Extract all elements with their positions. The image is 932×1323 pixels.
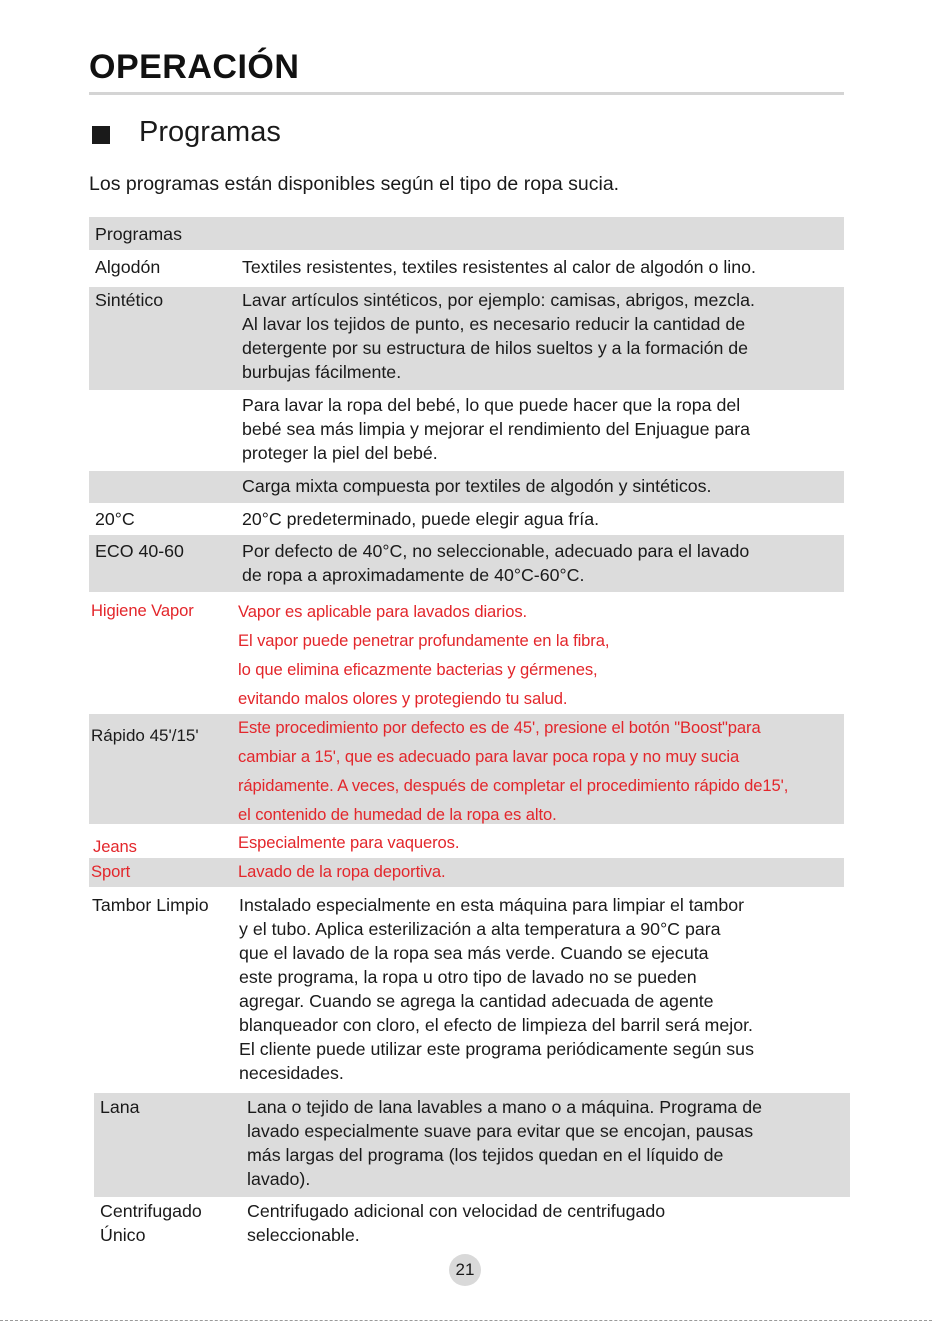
program-desc-line: Lavar artículos sintéticos, por ejemplo: camisas, abrigos, mezcla.	[242, 290, 755, 310]
program-desc-line: Vapor es aplicable para lavados diarios.	[238, 602, 528, 621]
program-desc-line: Por defecto de 40°C, no seleccionable, adecuado para el lavado	[242, 541, 750, 561]
bottom-divider	[0, 1320, 932, 1321]
program-desc-line: este programa, la ropa u otro tipo de lavado no se pueden	[239, 967, 697, 987]
program-desc-line: burbujas fácilmente.	[242, 362, 402, 382]
section-heading: Programas	[139, 116, 281, 148]
program-desc-line: Instalado especialmente en esta máquina para limpiar el tambor	[239, 895, 745, 915]
program-desc-line: el contenido de humedad de la ropa es alto.	[238, 805, 557, 824]
row-band-sport	[89, 858, 844, 887]
page-title: OPERACIÓN	[89, 48, 300, 86]
program-desc-line: lavado).	[247, 1169, 311, 1189]
program-desc-line: El cliente puede utilizar este programa periódicamente según sus	[239, 1039, 754, 1059]
program-desc-line: que el lavado de la ropa sea más verde. Cuando se ejecuta	[239, 943, 709, 963]
program-name-sintetico: Sintético	[95, 290, 164, 310]
program-name-algodon: Algodón	[95, 257, 161, 277]
program-name-centrifugado-2: Único	[100, 1225, 146, 1245]
program-name-lana: Lana	[100, 1097, 140, 1117]
program-desc-line: lavado especialmente suave para evitar que se encojan, pausas	[247, 1121, 754, 1141]
program-desc-line: Especialmente para vaqueros.	[238, 833, 460, 852]
program-desc-algodon: Textiles resistentes, textiles resistentes al calor de algodón o lino.	[242, 257, 756, 277]
program-name-tambor-limpio: Tambor Limpio	[92, 895, 209, 915]
program-desc-line: Lana o tejido de lana lavables a mano o a máquina. Programa de	[247, 1097, 763, 1117]
intro-text: Los programas están disponibles según el tipo de ropa sucia.	[89, 173, 620, 195]
program-name-sport: Sport	[91, 862, 131, 881]
program-desc-line: Carga mixta compuesta por textiles de algodón y sintéticos.	[242, 476, 712, 496]
program-name-rapido: Rápido 45'/15'	[91, 726, 199, 745]
program-desc-line: más largas del programa (los tejidos quedan en el líquido de	[247, 1145, 724, 1165]
program-desc-line: El vapor puede penetrar profundamente en la fibra,	[238, 631, 610, 650]
program-name-eco: ECO 40-60	[95, 541, 184, 561]
program-desc-line: agregar. Cuando se agrega la cantidad adecuada de agente	[239, 991, 714, 1011]
program-desc-line: necesidades.	[239, 1063, 344, 1083]
program-name-higiene-vapor: Higiene Vapor	[91, 601, 194, 620]
program-desc-line: Este procedimiento por defecto es de 45', presione el botón "Boost"para	[238, 718, 761, 737]
program-desc-line: blanqueador con cloro, el efecto de limpieza del barril será mejor.	[239, 1015, 753, 1035]
program-desc-line: Al lavar los tejidos de punto, es necesario reducir la cantidad de	[242, 314, 746, 334]
title-divider	[89, 92, 844, 95]
program-desc-line: evitando malos olores y protegiendo tu salud.	[238, 689, 568, 708]
program-desc-line: detergente por su estructura de hilos sueltos y a la formación de	[242, 338, 749, 358]
program-desc-line: 20°C predeterminado, puede elegir agua fría.	[242, 509, 600, 529]
program-desc-line: rápidamente. A veces, después de completar el procedimiento rápido de15',	[238, 776, 789, 795]
table-header-band	[89, 217, 844, 250]
square-bullet-icon	[92, 126, 110, 144]
program-name-20c: 20°C	[95, 509, 135, 529]
program-name-centrifugado: Centrifugado	[100, 1201, 202, 1221]
program-desc-line: Para lavar la ropa del bebé, lo que puede hacer que la ropa del	[242, 395, 741, 415]
program-desc-line: Centrifugado adicional con velocidad de centrifugado	[247, 1201, 666, 1221]
program-desc-line: y el tubo. Aplica esterilización a alta temperatura a 90°C para	[239, 919, 721, 939]
program-desc-line: seleccionable.	[247, 1225, 360, 1245]
program-desc-line: lo que elimina eficazmente bacterias y gérmenes,	[238, 660, 598, 679]
program-name-jeans: Jeans	[93, 837, 137, 856]
program-desc-line: de ropa a aproximadamente de 40°C-60°C.	[242, 565, 585, 585]
program-desc-line: cambiar a 15', que es adecuado para lavar poca ropa y no muy sucia	[238, 747, 740, 766]
page-number: 21	[449, 1254, 481, 1286]
program-desc-line: Lavado de la ropa deportiva.	[238, 862, 446, 881]
program-desc-line: bebé sea más limpia y mejorar el rendimiento del Enjuague para	[242, 419, 751, 439]
program-desc-line: proteger la piel del bebé.	[242, 443, 438, 463]
table-header-label: Programas	[95, 224, 182, 244]
